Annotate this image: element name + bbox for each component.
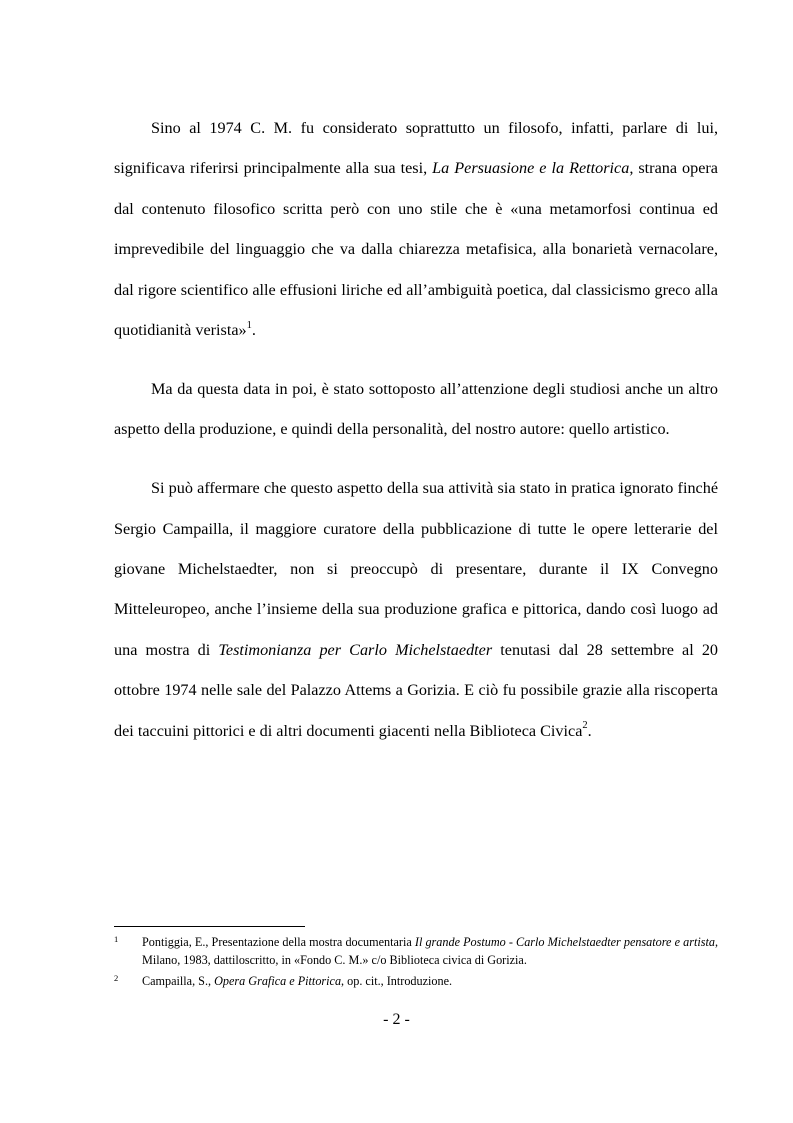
footnote-2	[114, 973, 718, 991]
main-text	[114, 108, 718, 751]
page-number: - 2 -	[383, 1011, 410, 1028]
footnote-1-number: 1	[114, 934, 119, 944]
paragraph-1-text-a: Sino al 1974 C. M. fu considerato soprattutto un filosofo, infatti, parlare di lui, significava riferirsi principalmente alla sua tesi,	[114, 119, 718, 178]
footnote-2-title: Opera Grafica e Pittorica	[214, 974, 342, 988]
paragraph-3-title: Testimonianza per Carlo Michelstaedter	[218, 640, 493, 659]
footnote-2-text-b: , op. cit., Introduzione.	[341, 974, 453, 988]
footnotes	[114, 934, 718, 991]
paragraph-1	[114, 108, 718, 350]
footnote-ref-1[interactable]: 1	[246, 319, 252, 331]
footnote-1-text-b: , Milano, 1983, dattiloscritto, in «Fondo C. M.» c/o Biblioteca civica di Gorizia.	[142, 935, 718, 967]
paragraph-2: Ma da questa data in poi, è stato sottoposto all’attenzione degli studiosi anche un altro aspetto della produzione, e quindi della personalità, del nostro autore: quello artistico.	[114, 379, 718, 439]
footnote-separator	[114, 926, 305, 927]
paragraph-3-text-b: tenutasi dal 28 settembre al 20 ottobre 1974 nelle sale del Palazzo Attems a Gorizia. E ciò fu possibile grazie alla riscoperta dei taccuini pittorici e di altri documenti giacenti nella Biblioteca Civica	[114, 640, 719, 740]
paragraph-1-text-b: strana opera dal contenuto filosofico scritta però con uno stile che è «una metamorfosi continua ed imprevedibile del linguaggio che va dalla chiarezza metafisica, alla bonarietà vernacolare, dal rigore scientifico alle effusioni liriche ed all’ambiguità poetica, dal classicismo greco alla quotidianità verista»	[114, 159, 718, 340]
footnote-2-text-a: Campailla, S.,	[142, 974, 215, 988]
footnote-1	[114, 934, 718, 969]
paragraph-3	[114, 468, 718, 751]
paragraph-1-end: .	[251, 321, 256, 340]
paragraph-1-title: La Persuasione e la Rettorica,	[432, 159, 634, 178]
footnote-1-text-a: Pontiggia, E., Presentazione della mostra documentaria	[142, 935, 415, 949]
footnote-ref-2[interactable]: 2	[582, 720, 588, 732]
footnote-2-number: 2	[114, 973, 119, 983]
paragraph-3-text-a: Si può affermare che questo aspetto della sua attività sia stato in pratica ignorato finché Sergio Campailla, il maggiore curatore della pubblicazione di tutte le opere letterarie del giovane Michelstaedter, non si preoccupò di presentare, durante il IX Convegno Mitteleuropeo, anche l’insieme della sua produzione grafica e pittorica, dando così luogo ad una mostra di	[114, 479, 718, 659]
footnote-1-title: Il grande Postumo - Carlo Michelstaedter pensatore e artista	[414, 935, 715, 949]
paragraph-3-end: .	[587, 721, 592, 740]
